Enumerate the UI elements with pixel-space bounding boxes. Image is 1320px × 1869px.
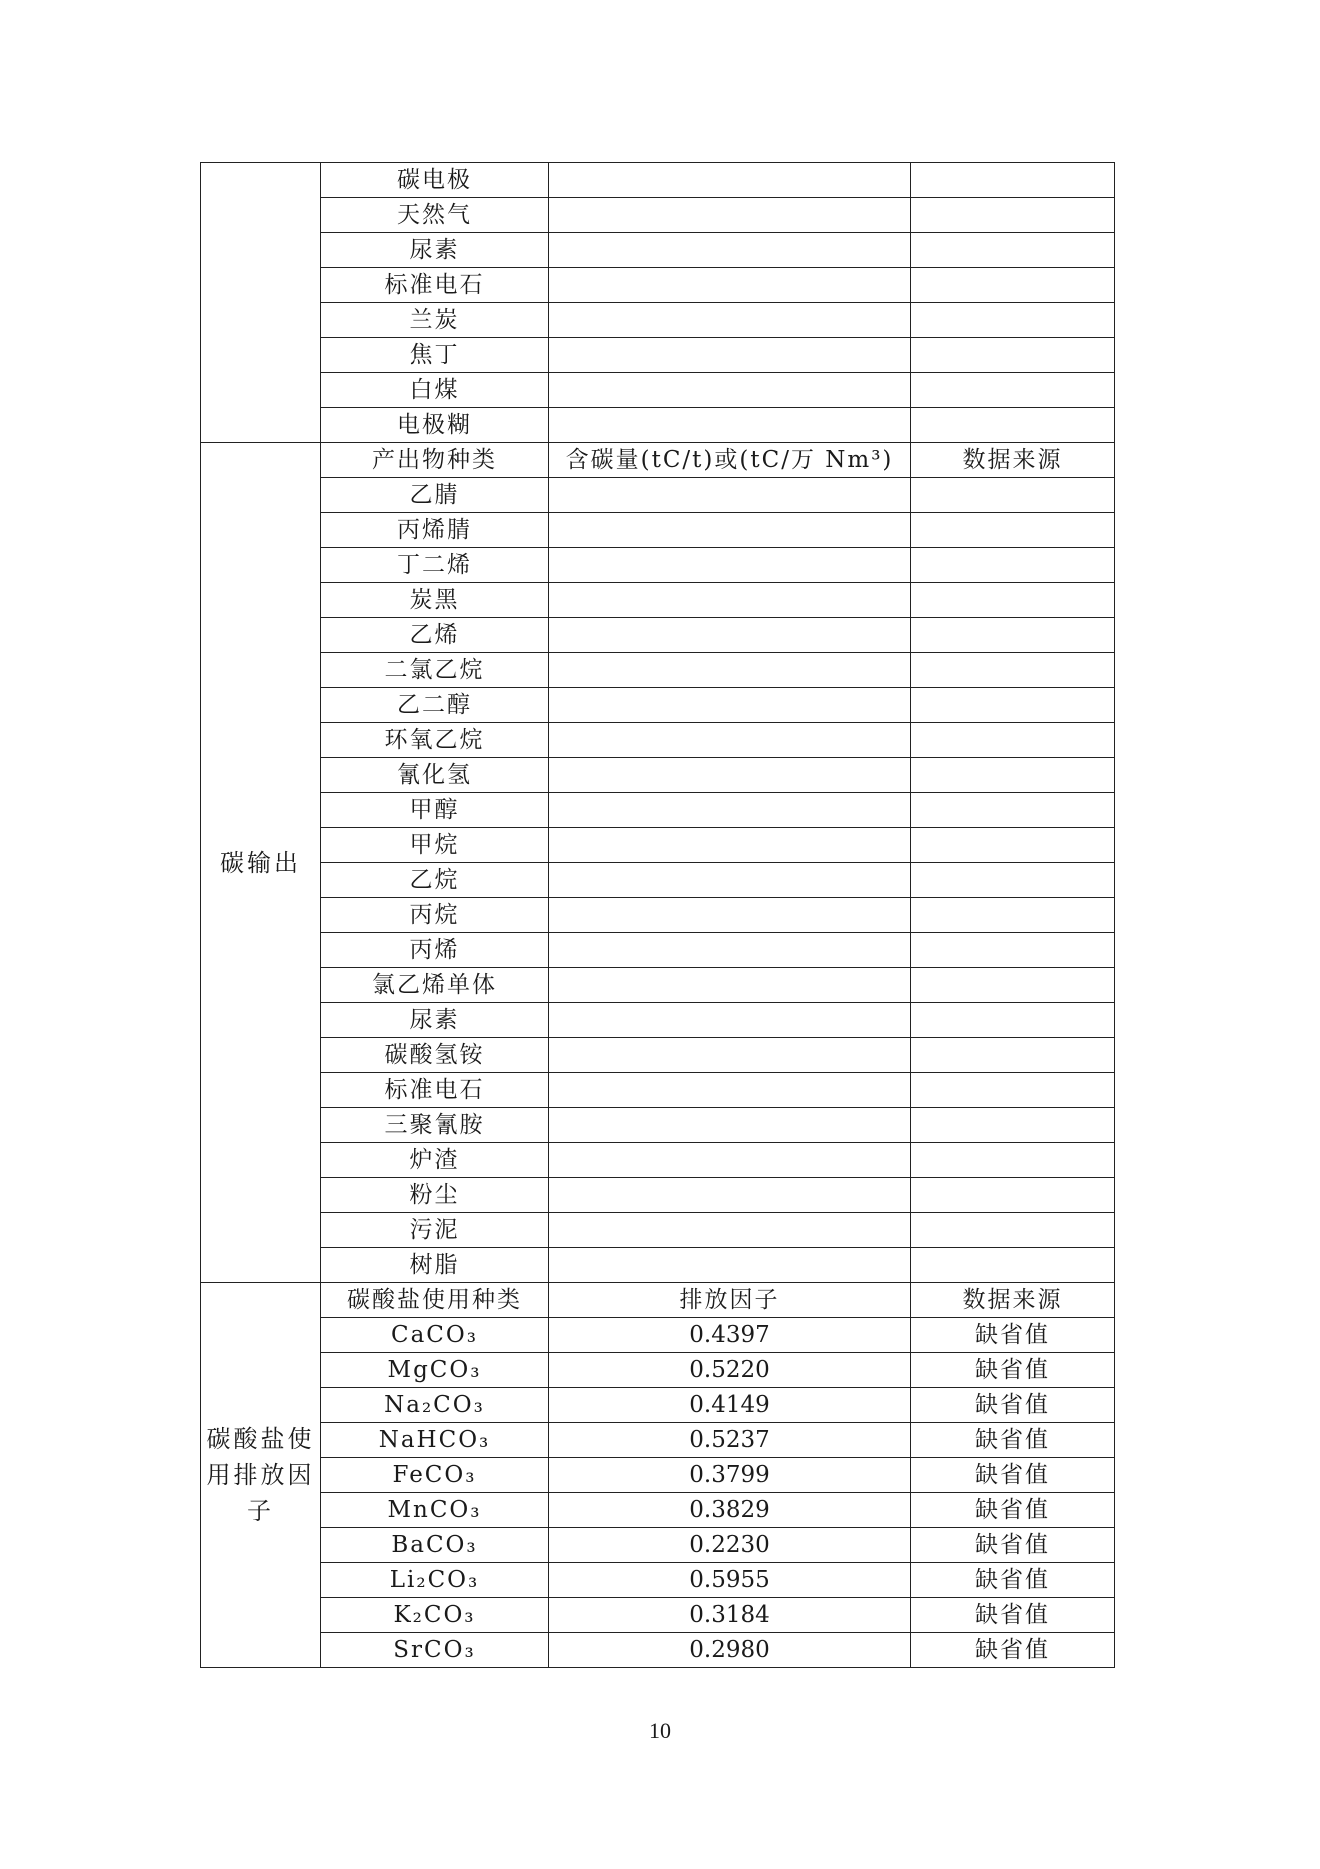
cell-name: 甲烷 bbox=[321, 828, 549, 863]
cell-source bbox=[911, 408, 1115, 443]
cell-source bbox=[911, 1038, 1115, 1073]
header-source: 数据来源 bbox=[911, 443, 1115, 478]
cell-name: 尿素 bbox=[321, 233, 549, 268]
cell-source bbox=[911, 758, 1115, 793]
carbon-data-table bbox=[200, 162, 1115, 1668]
cell-value bbox=[549, 338, 911, 373]
cell-name: FeCO₃ bbox=[321, 1458, 549, 1493]
table-row bbox=[201, 1563, 1115, 1598]
header-value: 含碳量(tC/t)或(tC/万 Nm³) bbox=[549, 443, 911, 478]
table-row bbox=[201, 1213, 1115, 1248]
cell-value bbox=[549, 618, 911, 653]
cell-name: 污泥 bbox=[321, 1213, 549, 1248]
table-row bbox=[201, 1353, 1115, 1388]
cell-value bbox=[549, 408, 911, 443]
cell-value bbox=[549, 548, 911, 583]
cell-name: CaCO₃ bbox=[321, 1318, 549, 1353]
cell-value: 0.5237 bbox=[549, 1423, 911, 1458]
cell-source: 缺省值 bbox=[911, 1563, 1115, 1598]
table-row bbox=[201, 373, 1115, 408]
cell-value bbox=[549, 1143, 911, 1178]
cell-value bbox=[549, 758, 911, 793]
cell-name: 丁二烯 bbox=[321, 548, 549, 583]
table-row bbox=[201, 723, 1115, 758]
section-label bbox=[201, 163, 321, 443]
cell-value: 0.4397 bbox=[549, 1318, 911, 1353]
cell-source: 缺省值 bbox=[911, 1633, 1115, 1668]
cell-source bbox=[911, 898, 1115, 933]
table-row bbox=[201, 233, 1115, 268]
table-row bbox=[201, 1528, 1115, 1563]
header-name: 产出物种类 bbox=[321, 443, 549, 478]
cell-source bbox=[911, 1073, 1115, 1108]
cell-value bbox=[549, 198, 911, 233]
cell-name: 天然气 bbox=[321, 198, 549, 233]
cell-name: NaHCO₃ bbox=[321, 1423, 549, 1458]
cell-name: K₂CO₃ bbox=[321, 1598, 549, 1633]
cell-value: 0.2230 bbox=[549, 1528, 911, 1563]
cell-source bbox=[911, 618, 1115, 653]
cell-value bbox=[549, 1178, 911, 1213]
cell-value bbox=[549, 1248, 911, 1283]
cell-name: 碳酸氢铵 bbox=[321, 1038, 549, 1073]
cell-name: 乙二醇 bbox=[321, 688, 549, 723]
cell-source bbox=[911, 338, 1115, 373]
table-row bbox=[201, 1143, 1115, 1178]
table-row bbox=[201, 338, 1115, 373]
section-label: 碳输出 bbox=[201, 443, 321, 1283]
cell-source bbox=[911, 583, 1115, 618]
table-row bbox=[201, 1073, 1115, 1108]
cell-source bbox=[911, 688, 1115, 723]
cell-name: SrCO₃ bbox=[321, 1633, 549, 1668]
cell-source: 缺省值 bbox=[911, 1353, 1115, 1388]
cell-value bbox=[549, 268, 911, 303]
table-row bbox=[201, 1318, 1115, 1353]
cell-source bbox=[911, 198, 1115, 233]
cell-source bbox=[911, 793, 1115, 828]
table-row bbox=[201, 968, 1115, 1003]
table-row bbox=[201, 1458, 1115, 1493]
cell-source bbox=[911, 513, 1115, 548]
cell-name: 三聚氰胺 bbox=[321, 1108, 549, 1143]
cell-name: 丙烷 bbox=[321, 898, 549, 933]
table-row bbox=[201, 163, 1115, 198]
cell-name: 兰炭 bbox=[321, 303, 549, 338]
table-row bbox=[201, 583, 1115, 618]
table-row bbox=[201, 268, 1115, 303]
cell-source bbox=[911, 268, 1115, 303]
cell-value: 0.3799 bbox=[549, 1458, 911, 1493]
table-header-row bbox=[201, 443, 1115, 478]
cell-value bbox=[549, 1108, 911, 1143]
cell-value bbox=[549, 1003, 911, 1038]
cell-name: 炉渣 bbox=[321, 1143, 549, 1178]
cell-name: Li₂CO₃ bbox=[321, 1563, 549, 1598]
table-row bbox=[201, 1003, 1115, 1038]
cell-value: 0.3829 bbox=[549, 1493, 911, 1528]
cell-source bbox=[911, 548, 1115, 583]
cell-name: 焦丁 bbox=[321, 338, 549, 373]
cell-source bbox=[911, 1003, 1115, 1038]
cell-value bbox=[549, 828, 911, 863]
cell-value bbox=[549, 1213, 911, 1248]
table-row bbox=[201, 1038, 1115, 1073]
cell-name: 尿素 bbox=[321, 1003, 549, 1038]
cell-source: 缺省值 bbox=[911, 1388, 1115, 1423]
cell-value bbox=[549, 163, 911, 198]
table-row bbox=[201, 933, 1115, 968]
cell-value bbox=[549, 373, 911, 408]
cell-source: 缺省值 bbox=[911, 1458, 1115, 1493]
table-row bbox=[201, 513, 1115, 548]
table-row bbox=[201, 198, 1115, 233]
cell-name: MgCO₃ bbox=[321, 1353, 549, 1388]
header-source: 数据来源 bbox=[911, 1283, 1115, 1318]
cell-name: 环氧乙烷 bbox=[321, 723, 549, 758]
cell-name: 粉尘 bbox=[321, 1178, 549, 1213]
cell-value bbox=[549, 933, 911, 968]
cell-source bbox=[911, 478, 1115, 513]
table-row bbox=[201, 793, 1115, 828]
cell-source bbox=[911, 828, 1115, 863]
cell-source bbox=[911, 1178, 1115, 1213]
cell-name: 标准电石 bbox=[321, 1073, 549, 1108]
cell-source bbox=[911, 1108, 1115, 1143]
table-row bbox=[201, 1108, 1115, 1143]
cell-value bbox=[549, 1073, 911, 1108]
cell-value: 0.4149 bbox=[549, 1388, 911, 1423]
cell-name: Na₂CO₃ bbox=[321, 1388, 549, 1423]
table-row bbox=[201, 1178, 1115, 1213]
cell-value bbox=[549, 1038, 911, 1073]
cell-value bbox=[549, 968, 911, 1003]
cell-value bbox=[549, 863, 911, 898]
cell-value bbox=[549, 793, 911, 828]
cell-name: MnCO₃ bbox=[321, 1493, 549, 1528]
cell-source: 缺省值 bbox=[911, 1423, 1115, 1458]
table-row bbox=[201, 863, 1115, 898]
cell-name: 乙烯 bbox=[321, 618, 549, 653]
section-label: 碳酸盐使用排放因子 bbox=[201, 1283, 321, 1668]
cell-value bbox=[549, 583, 911, 618]
table-row bbox=[201, 653, 1115, 688]
table-row bbox=[201, 1248, 1115, 1283]
cell-name: 碳电极 bbox=[321, 163, 549, 198]
cell-name: 白煤 bbox=[321, 373, 549, 408]
cell-name: 丙烯 bbox=[321, 933, 549, 968]
cell-source: 缺省值 bbox=[911, 1528, 1115, 1563]
cell-source: 缺省值 bbox=[911, 1598, 1115, 1633]
table-row bbox=[201, 408, 1115, 443]
cell-name: 乙烷 bbox=[321, 863, 549, 898]
table-row bbox=[201, 548, 1115, 583]
cell-value bbox=[549, 653, 911, 688]
cell-value: 0.5955 bbox=[549, 1563, 911, 1598]
cell-name: 氰化氢 bbox=[321, 758, 549, 793]
header-value: 排放因子 bbox=[549, 1283, 911, 1318]
cell-value: 0.5220 bbox=[549, 1353, 911, 1388]
cell-value bbox=[549, 513, 911, 548]
cell-source bbox=[911, 933, 1115, 968]
cell-name: 丙烯腈 bbox=[321, 513, 549, 548]
cell-value bbox=[549, 303, 911, 338]
cell-name: 炭黑 bbox=[321, 583, 549, 618]
cell-value: 0.3184 bbox=[549, 1598, 911, 1633]
cell-source bbox=[911, 373, 1115, 408]
table-row bbox=[201, 758, 1115, 793]
cell-name: 电极糊 bbox=[321, 408, 549, 443]
table-row bbox=[201, 478, 1115, 513]
cell-source: 缺省值 bbox=[911, 1318, 1115, 1353]
cell-name: 乙腈 bbox=[321, 478, 549, 513]
table-row bbox=[201, 898, 1115, 933]
cell-value bbox=[549, 898, 911, 933]
cell-value bbox=[549, 688, 911, 723]
table-header-row bbox=[201, 1283, 1115, 1318]
cell-source bbox=[911, 968, 1115, 1003]
cell-source: 缺省值 bbox=[911, 1493, 1115, 1528]
cell-source bbox=[911, 863, 1115, 898]
cell-source bbox=[911, 1143, 1115, 1178]
table-row bbox=[201, 618, 1115, 653]
table-row bbox=[201, 1423, 1115, 1458]
table-row bbox=[201, 1598, 1115, 1633]
cell-value: 0.2980 bbox=[549, 1633, 911, 1668]
cell-name: 甲醇 bbox=[321, 793, 549, 828]
table-row bbox=[201, 303, 1115, 338]
cell-name: BaCO₃ bbox=[321, 1528, 549, 1563]
cell-name: 氯乙烯单体 bbox=[321, 968, 549, 1003]
cell-value bbox=[549, 478, 911, 513]
table-row bbox=[201, 1493, 1115, 1528]
table-row bbox=[201, 828, 1115, 863]
cell-source bbox=[911, 233, 1115, 268]
cell-source bbox=[911, 653, 1115, 688]
cell-name: 二氯乙烷 bbox=[321, 653, 549, 688]
cell-source bbox=[911, 1213, 1115, 1248]
table-row bbox=[201, 688, 1115, 723]
header-name: 碳酸盐使用种类 bbox=[321, 1283, 549, 1318]
cell-source bbox=[911, 1248, 1115, 1283]
cell-source bbox=[911, 163, 1115, 198]
table-row bbox=[201, 1633, 1115, 1668]
page-number: 10 bbox=[649, 1718, 671, 1743]
table-row bbox=[201, 1388, 1115, 1423]
cell-source bbox=[911, 723, 1115, 758]
cell-value bbox=[549, 233, 911, 268]
cell-name: 标准电石 bbox=[321, 268, 549, 303]
cell-source bbox=[911, 303, 1115, 338]
cell-value bbox=[549, 723, 911, 758]
cell-name: 树脂 bbox=[321, 1248, 549, 1283]
